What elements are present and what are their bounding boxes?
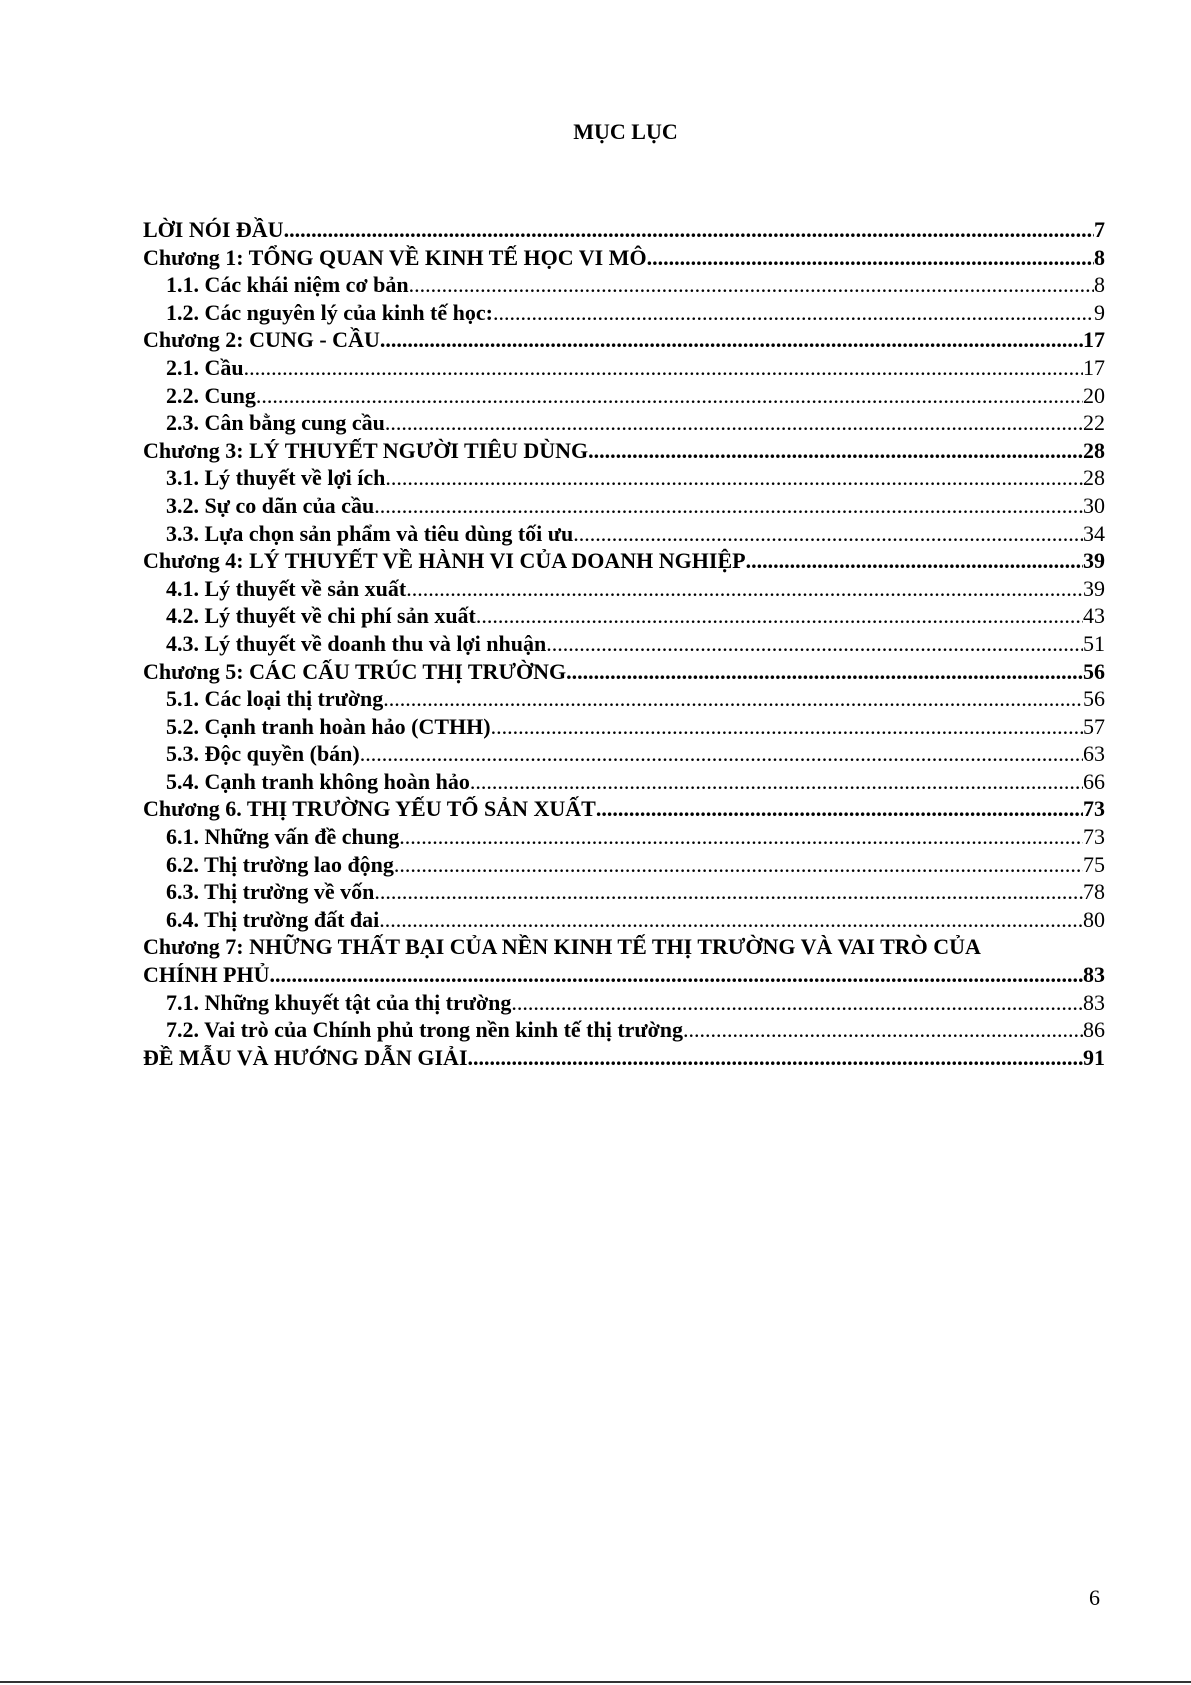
toc-page-number: 20 [1083, 382, 1105, 408]
page-number: 6 [1089, 1585, 1100, 1610]
toc-entry-title: 2.1. Cầu [166, 354, 244, 380]
toc-entry-title: 6.1. Những vấn đề chung [166, 824, 400, 850]
toc-entry-title: 4.3. Lý thuyết về doanh thu và lợi nhuận [166, 630, 547, 656]
toc-entry-title: Chương 1: TỔNG QUAN VỀ KINH TẾ HỌC VI MÔ [143, 244, 647, 270]
bottom-rule [0, 1681, 1191, 1683]
toc-leader [360, 740, 1083, 768]
toc-entry-title: 7.2. Vai trò của Chính phủ trong nền kinh tế thị trường [166, 1017, 684, 1043]
toc-leader [588, 437, 1083, 465]
toc-entry-title: Chương 4: LÝ THUYẾT VỀ HÀNH VI CỦA DOANH NGHIỆP [143, 548, 746, 574]
toc-leader [374, 878, 1083, 906]
toc-leader [546, 630, 1083, 658]
toc-page-number: 51 [1083, 630, 1105, 656]
toc-page-number: 78 [1083, 879, 1105, 905]
toc-entry-section-7-1[interactable] [143, 989, 1105, 1017]
toc-entry-title: 7.1. Những khuyết tật của thị trường [166, 989, 512, 1015]
toc-entry-title: ĐỀ MẪU VÀ HƯỚNG DẪN GIẢI [143, 1044, 468, 1070]
toc-entry-title: 5.2. Cạnh tranh hoàn hảo (CTHH) [166, 713, 491, 739]
toc-entry-section-6-3[interactable] [143, 878, 1105, 906]
toc-leader [385, 409, 1083, 437]
toc-page-number: 8 [1094, 272, 1105, 298]
toc-entry-section-1-1[interactable] [143, 271, 1105, 299]
toc-entry-section-6-4[interactable] [143, 906, 1105, 934]
toc-entry-section-3-2[interactable] [143, 492, 1105, 520]
toc-entry-section-3-3[interactable] [143, 520, 1105, 548]
toc-leader [383, 685, 1083, 713]
toc-entry-section-4-2[interactable] [143, 602, 1105, 630]
toc-entry-title: 1.2. Các nguyên lý của kinh tế học: [166, 299, 493, 325]
toc-entry-section-1-2[interactable] [143, 299, 1105, 327]
toc-entry-section-2-1[interactable] [143, 354, 1105, 382]
toc-entry-title: Chương 3: LÝ THUYẾT NGƯỜI TIÊU DÙNG [143, 437, 589, 463]
toc-leader [409, 271, 1094, 299]
toc-entry-preface[interactable] [143, 216, 1105, 244]
toc-leader [493, 299, 1094, 327]
toc-page-number: 83 [1083, 989, 1105, 1015]
toc-entry-section-6-1[interactable] [143, 823, 1105, 851]
toc-entry-title: 5.4. Cạnh tranh không hoàn hảo [166, 768, 470, 794]
toc-entry-section-5-4[interactable] [143, 768, 1105, 796]
toc-leader [374, 492, 1083, 520]
toc-entry-chapter-6[interactable] [143, 795, 1105, 823]
toc-leader [379, 906, 1083, 934]
toc-entry-title: 1.1. Các khái niệm cơ bản [166, 272, 409, 298]
toc-page-number: 9 [1094, 299, 1105, 325]
toc-entry-title: 6.2. Thị trường lao động [166, 851, 394, 877]
toc-entry-title: Chương 2: CUNG - CẦU [143, 327, 380, 353]
toc-entry-chapter-2[interactable] [143, 326, 1105, 354]
toc-entry-title: LỜI NÓI ĐẦU [143, 217, 284, 242]
toc-entry-title: 5.3. Độc quyền (bán) [166, 741, 360, 767]
toc-leader [394, 851, 1083, 879]
toc-leader [647, 244, 1094, 272]
toc-entry-section-7-2[interactable] [143, 1016, 1105, 1044]
toc-leader [470, 768, 1083, 796]
toc-entry-title: 3.2. Sự co dãn của cầu [166, 492, 375, 518]
toc-entry-title-line-2: CHÍNH PHỦ [143, 962, 270, 988]
toc-page-number: 43 [1083, 603, 1105, 629]
toc-entry-chapter-5[interactable] [143, 658, 1105, 686]
toc-page-number: 30 [1083, 492, 1105, 518]
toc-entry-title: Chương 6. THỊ TRƯỜNG YẾU TỐ SẢN XUẤT [143, 796, 596, 822]
toc-entry-title-line-1: Chương 7: NHỮNG THẤT BẠI CỦA NỀN KINH TẾ THỊ TRƯỜNG VÀ VAI TRÒ CỦA [143, 934, 981, 960]
toc-leader [399, 823, 1083, 851]
toc-leader [566, 658, 1083, 686]
toc-page-number: 80 [1083, 906, 1105, 932]
toc-entry-chapter-7[interactable] [143, 933, 1105, 988]
toc-page-number: 28 [1083, 437, 1105, 463]
toc-entry-title: 2.2. Cung [166, 382, 256, 408]
toc-leader [468, 1044, 1084, 1072]
toc-entry-title-line-2-row [143, 961, 1105, 989]
toc-entry-section-5-1[interactable] [143, 685, 1105, 713]
toc-leader [406, 575, 1083, 603]
toc-page-number: 73 [1083, 824, 1105, 850]
page-title: MỤC LỤC [573, 119, 678, 144]
toc-entry-section-5-3[interactable] [143, 740, 1105, 768]
toc-entry-title: 4.2. Lý thuyết về chi phí sản xuất [166, 603, 476, 629]
toc-page-number: 75 [1083, 851, 1105, 877]
toc-entry-title: 4.1. Lý thuyết về sản xuất [166, 575, 407, 601]
toc-entry-title: 6.3. Thị trường về vốn [166, 879, 375, 905]
toc-page-number: 22 [1083, 410, 1105, 436]
toc-entry-section-2-3[interactable] [143, 409, 1105, 437]
table-of-contents [143, 216, 1105, 1071]
toc-leader [385, 464, 1083, 492]
toc-leader [244, 354, 1083, 382]
toc-page-number: 91 [1083, 1044, 1105, 1070]
toc-leader [380, 326, 1083, 354]
toc-entry-title: 2.3. Cân bằng cung cầu [166, 410, 385, 436]
toc-page-number: 66 [1083, 768, 1105, 794]
toc-page-number: 56 [1083, 658, 1105, 684]
toc-page-number: 39 [1083, 548, 1105, 574]
toc-entry-section-2-2[interactable] [143, 382, 1105, 410]
toc-entry-section-4-1[interactable] [143, 575, 1105, 603]
toc-page-number: 86 [1083, 1017, 1105, 1043]
toc-entry-title: 3.1. Lý thuyết về lợi ích [166, 465, 386, 491]
toc-page-number: 28 [1083, 465, 1105, 491]
toc-entry-section-3-1[interactable] [143, 464, 1105, 492]
toc-page-number: 8 [1094, 244, 1105, 270]
toc-entry-section-5-2[interactable] [143, 713, 1105, 741]
toc-leader [596, 795, 1083, 823]
toc-entry-title: 3.3. Lựa chọn sản phẩm và tiêu dùng tối ưu [166, 520, 574, 546]
toc-page-number: 73 [1083, 796, 1105, 822]
toc-entry-section-6-2[interactable] [143, 851, 1105, 879]
toc-entry-title: 5.1. Các loại thị trường [166, 686, 384, 712]
toc-entry-title: Chương 5: CÁC CẤU TRÚC THỊ TRƯỜNG [143, 658, 567, 684]
toc-leader [284, 216, 1094, 244]
toc-entry-title: 6.4. Thị trường đất đai [166, 906, 380, 932]
toc-leader [683, 1016, 1083, 1044]
toc-entry-exam[interactable] [143, 1044, 1105, 1072]
toc-leader [573, 520, 1083, 548]
toc-page-number: 57 [1083, 713, 1105, 739]
toc-page-number: 17 [1083, 327, 1105, 353]
toc-page-number: 7 [1094, 217, 1105, 242]
toc-page-number: 63 [1083, 741, 1105, 767]
toc-leader [491, 713, 1083, 741]
toc-leader [270, 961, 1084, 989]
toc-entry-chapter-1[interactable] [143, 244, 1105, 272]
toc-entry-chapter-4[interactable] [143, 547, 1105, 575]
toc-entry-section-4-3[interactable] [143, 630, 1105, 658]
toc-page-number: 83 [1083, 962, 1105, 988]
toc-page-number: 34 [1083, 520, 1105, 546]
toc-leader [746, 547, 1083, 575]
toc-page-number: 17 [1083, 354, 1105, 380]
toc-leader [511, 989, 1083, 1017]
toc-leader [476, 602, 1083, 630]
toc-leader [256, 382, 1083, 410]
toc-page-number: 39 [1083, 575, 1105, 601]
toc-page-number: 56 [1083, 686, 1105, 712]
toc-entry-chapter-3[interactable] [143, 437, 1105, 465]
